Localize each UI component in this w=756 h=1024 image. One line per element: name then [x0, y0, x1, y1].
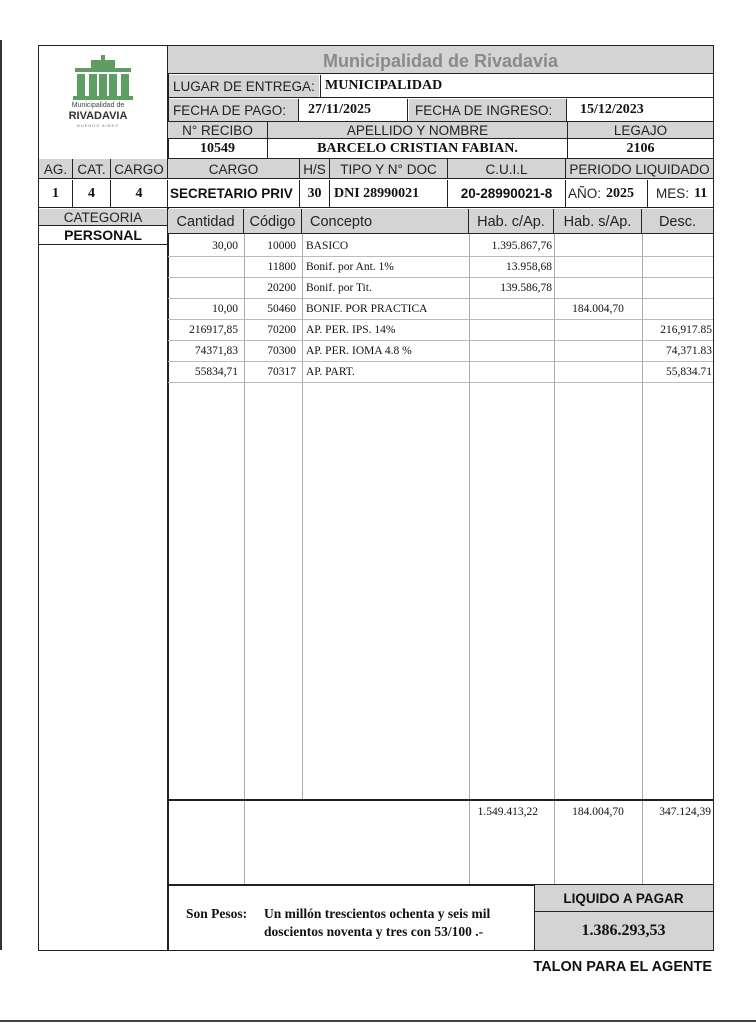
- cell-hab-cap: [469, 320, 552, 340]
- talon-label: TALON PARA EL AGENTE: [533, 959, 712, 975]
- cell-hab-cap: [469, 299, 552, 319]
- recibo-value: 10549: [168, 139, 268, 158]
- cell-concepto: Bonif. por Ant. 1%: [306, 261, 394, 273]
- logo-text-line1: Municipalidad de: [71, 102, 125, 109]
- cell-codigo: 70300: [267, 345, 296, 357]
- cell-cantidad: [168, 257, 238, 277]
- lugar-value: MUNICIPALIDAD: [320, 75, 712, 97]
- total-hab-cap: 1.549.413,22: [477, 806, 538, 818]
- cell-concepto: AP. PER. IOMA 4.8 %: [306, 345, 412, 357]
- doc-value: DNI 28990021: [330, 180, 448, 207]
- cell-codigo: 70200: [267, 324, 296, 336]
- son-pesos-line2: doscientos noventa y tres con 53/100 .-: [264, 924, 484, 939]
- cell-hab-cap: [469, 362, 552, 382]
- col-hab-cap: Hab. c/Ap.: [469, 209, 554, 234]
- cell-codigo: 50460: [267, 303, 296, 315]
- anio-value: 2025: [606, 180, 648, 207]
- cell-desc: [642, 278, 712, 298]
- categoria-label: CATEGORIA: [39, 209, 167, 226]
- cuil-value: 20-28990021-8: [448, 180, 566, 207]
- cat-label: CAT.: [73, 159, 111, 179]
- cell-hab-cap: 13.958,68: [506, 261, 552, 273]
- cell-desc: [642, 299, 712, 319]
- cell-hab-cap: 1.395.867,76: [491, 240, 552, 252]
- cell-desc: [642, 257, 712, 277]
- cell-hab-cap: [469, 341, 552, 361]
- cell-cantidad: [168, 278, 238, 298]
- cell-cantidad: 10,00: [212, 303, 238, 315]
- col-codigo: Código: [244, 209, 302, 234]
- recibo-label: N° RECIBO: [168, 122, 268, 139]
- cell-desc: 216,917.85: [660, 324, 712, 336]
- son-pesos-label: Son Pesos:: [186, 906, 248, 921]
- cell-cantidad: 216917,85: [189, 324, 238, 336]
- cell-hab-sap: [554, 320, 642, 340]
- logo-area: [39, 46, 167, 158]
- col-desc: Desc.: [658, 213, 697, 230]
- categoria-value: PERSONAL: [39, 226, 167, 245]
- total-desc: 347.124,39: [659, 806, 711, 818]
- cell-codigo: 10000: [267, 240, 296, 252]
- logo-text-line2: RIVADAVIA: [68, 110, 128, 122]
- cell-concepto: BONIF. POR PRACTICA: [306, 303, 428, 315]
- row-separator: [168, 382, 713, 383]
- table-row: [168, 299, 713, 319]
- cell-cantidad: 74371,83: [194, 345, 238, 357]
- table-row: [168, 362, 713, 382]
- cell-codigo: 70317: [267, 366, 296, 378]
- cell-codigo: 20200: [267, 282, 296, 294]
- col-concepto: Concepto: [302, 209, 469, 234]
- cargo-value: 4: [111, 180, 168, 207]
- table-row: [168, 278, 713, 298]
- cargo-label: CARGO: [111, 159, 168, 179]
- col-hab-sap: Hab. s/Ap.: [554, 209, 642, 234]
- cat-value: 4: [73, 180, 111, 207]
- fecha-ingreso-value: 15/12/2023: [580, 102, 644, 117]
- ag-value: 1: [39, 180, 73, 207]
- cuil-label: C.U.I.L: [448, 159, 566, 179]
- cell-cantidad: 55834,71: [194, 366, 238, 378]
- son-pesos-line1: Un millón trescientos ochenta y seis mil: [264, 906, 491, 921]
- cell-concepto: AP. PER. IPS. 14%: [306, 324, 396, 336]
- lugar-label: LUGAR DE ENTREGA:: [169, 75, 319, 97]
- cell-hab-sap: [554, 278, 642, 298]
- cell-hab-sap: [554, 341, 642, 361]
- cell-hab-sap: [554, 257, 642, 277]
- cell-codigo: 11800: [267, 261, 296, 273]
- mes-value: 11: [694, 185, 708, 201]
- anio-label: AÑO:: [568, 186, 602, 201]
- detail-rows: [168, 236, 713, 386]
- cargo2-label: CARGO: [168, 159, 300, 179]
- hs-value: 30: [300, 180, 330, 207]
- cell-hab-sap: [554, 236, 642, 256]
- cell-hab-cap: 139.586,78: [500, 282, 552, 294]
- legajo-value: 2106: [626, 140, 655, 156]
- nombre-value: BARCELO CRISTIAN FABIAN.: [268, 139, 568, 158]
- fecha-pago-value: 27/11/2025: [300, 99, 408, 121]
- fecha-ingreso-label: FECHA DE INGRESO:: [409, 99, 567, 121]
- cell-cantidad: 30,00: [212, 240, 238, 252]
- cell-desc: 74,371.83: [666, 345, 712, 357]
- mes-label: MES:: [656, 186, 690, 201]
- col-cantidad: Cantidad: [168, 209, 244, 234]
- liquido-value: 1.386.293,53: [581, 922, 666, 939]
- fecha-pago-label: FECHA DE PAGO:: [169, 99, 299, 121]
- left-edge-mark: [0, 40, 2, 950]
- table-row: [168, 236, 713, 256]
- cell-desc: [642, 236, 712, 256]
- cell-hab-sap: 184.004,70: [572, 303, 624, 315]
- cell-hab-sap: [554, 362, 642, 382]
- table-row: [168, 320, 713, 340]
- cell-concepto: AP. PART.: [306, 366, 355, 378]
- cell-concepto: BASICO: [306, 240, 349, 252]
- cell-concepto: Bonif. por Tit.: [306, 282, 372, 294]
- ag-label: AG.: [39, 159, 73, 179]
- doc-label: TIPO Y N° DOC: [330, 159, 448, 179]
- legajo-label: LEGAJO: [613, 123, 668, 138]
- cell-desc: 55,834.71: [666, 366, 712, 378]
- periodo-label: PERIODO LIQUIDADO: [569, 161, 710, 177]
- bottom-edge-line: [0, 1020, 756, 1022]
- nombre-label: APELLIDO Y NOMBRE: [268, 122, 568, 139]
- table-row: [168, 257, 713, 277]
- total-hab-sap: 184.004,70: [572, 806, 624, 818]
- page-title: Municipalidad de Rivadavia: [322, 51, 559, 71]
- liquido-label: LIQUIDO A PAGAR: [534, 886, 713, 912]
- logo-text-line3: BUENOS AIRES: [77, 123, 119, 128]
- hs-label: H/S: [300, 159, 330, 179]
- cargo2-value: SECRETARIO PRIV: [168, 180, 300, 207]
- table-row: [168, 341, 713, 361]
